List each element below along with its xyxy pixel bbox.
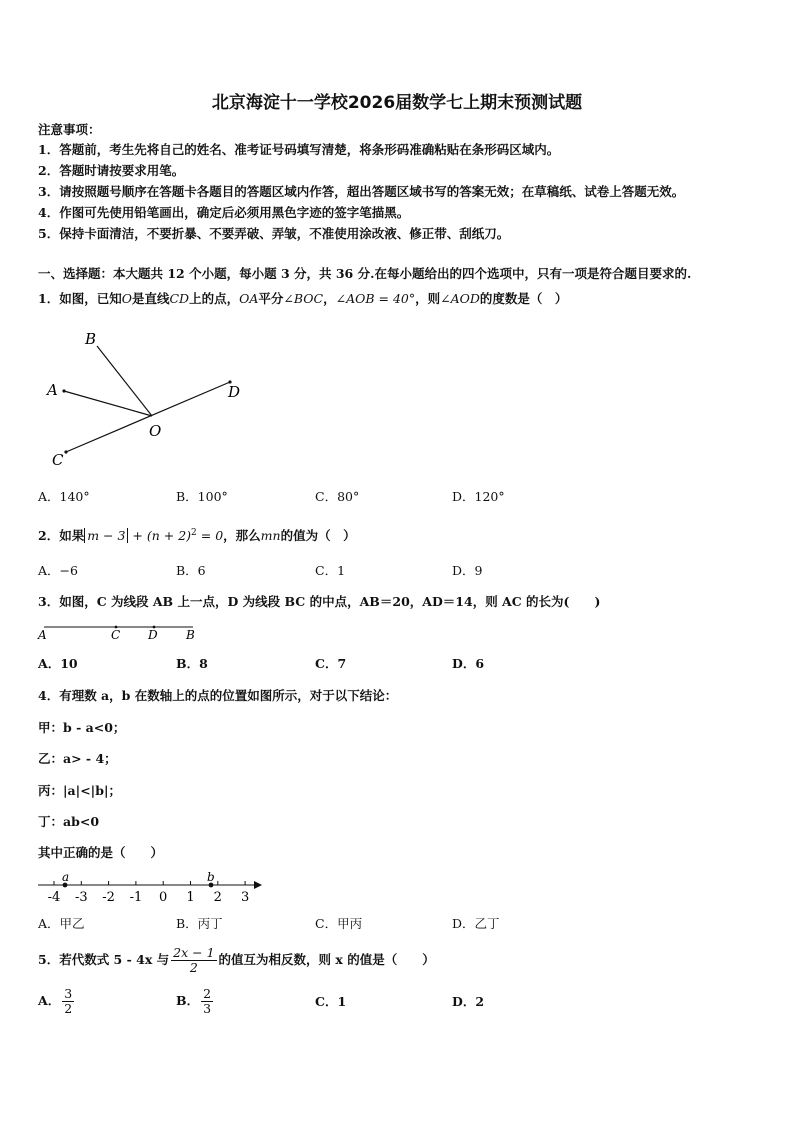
q2-option-a[interactable]: A．−6	[38, 563, 78, 578]
question-4: 4．有理数 a，b 在数轴上的点的位置如图所示，对于以下结论：	[38, 688, 398, 703]
q1-text-1: 1．如图，已知	[38, 291, 122, 306]
q4-tick-label: 1	[186, 890, 195, 905]
q2-option-d[interactable]: D．9	[452, 563, 483, 578]
q2-option-b[interactable]: B．6	[176, 563, 206, 578]
q1-ray-oa: OA	[239, 291, 259, 306]
q1-line-cd: CD	[169, 291, 190, 306]
q1-ray-oa-line	[64, 391, 152, 416]
q4-number-line	[38, 870, 262, 905]
section-heading: 一、选择题：本大题共 12 个小题，每小题 3 分，共 36 分.在每小题给出的四个选项中，只有一项是符合题目要求的.	[38, 266, 692, 281]
q4-tick-label: 3	[240, 890, 250, 905]
q5-text-2: 的值互为相反数，则 x 的值是（ ）	[218, 952, 435, 967]
q5-option-a[interactable]	[38, 986, 76, 1016]
q5-option-d[interactable]: D．2	[452, 994, 485, 1009]
q4-label-a: a	[62, 870, 70, 884]
page-title: 北京海淀十一学校2026届数学七上期末预测试题	[211, 93, 583, 113]
notice-item-3: 3．请按照题号顺序在答题卡各题目的答题区域内作答，超出答题区域书写的答案无效；在草稿纸、试卷上答题无效。	[38, 184, 685, 199]
q1-option-c[interactable]: C．80°	[315, 489, 360, 504]
notice-heading: 注意事项：	[38, 122, 101, 137]
q1-line-cd-drawn	[66, 382, 230, 452]
q5-option-b-den: 3	[203, 1001, 212, 1016]
question-3: 3．如图，C 为线段 AB 上一点，D 为线段 BC 的中点，AB＝20，AD＝14，则 AC 的长为( )	[38, 594, 601, 609]
q1-text-5: ，	[323, 291, 336, 306]
q1-point-o: O	[121, 291, 132, 306]
q1-label-c: C	[52, 451, 64, 469]
notice-item-5: 5．保持卡面清洁，不要折暴、不要弄破、弄皱，不准使用涂改液、修正带、刮纸刀。	[38, 226, 510, 241]
q2-square-expr: + (n + 2)	[128, 528, 192, 544]
q2-text-2: ，那么	[223, 528, 261, 544]
q4-statement-3: 丙：|a|<|b|；	[38, 783, 122, 798]
notice-item-2: 2．答题时请按要求用笔。	[38, 163, 185, 178]
q1-text-3: 上的点，	[189, 291, 240, 306]
q2-equals: = 0	[196, 528, 224, 544]
q5-option-b-num: 2	[203, 986, 212, 1001]
q1-text-4: 平分	[258, 291, 284, 306]
q5-option-a-fraction	[62, 987, 74, 1016]
q1-angle-aod: ∠AOD	[440, 291, 480, 306]
q4-tick-label: -2	[102, 890, 115, 905]
q4-tick-label: -3	[74, 890, 88, 905]
q1-label-b: B	[85, 330, 97, 348]
q4-tick-label: -1	[129, 890, 143, 905]
q1-option-b[interactable]: B．100°	[176, 489, 228, 504]
q5-option-a-num: 3	[64, 986, 73, 1001]
q1-text-2: 是直线	[131, 291, 170, 306]
q5-option-a-den: 2	[64, 1001, 73, 1016]
q4-statement-2: 乙：a> - 4；	[38, 751, 117, 766]
q5-option-b-fraction	[201, 987, 213, 1016]
q1-angle-boc: ∠BOC	[283, 291, 324, 306]
q2-exponent: 2	[191, 528, 197, 538]
q5-option-b-label: B．	[176, 993, 200, 1008]
q3-option-b[interactable]: B．8	[176, 656, 208, 671]
q5-text-1: 5．若代数式 5 - 4x 与	[38, 952, 170, 967]
q1-label-o: O	[149, 422, 162, 440]
q5-option-a-label: A．	[38, 993, 61, 1008]
q2-text-3: 的值为（ ）	[280, 528, 356, 544]
q5-fraction-den: 2	[189, 960, 198, 975]
q1-text-6: ，则	[415, 291, 441, 306]
q1-option-a[interactable]: A．140°	[38, 489, 90, 504]
q3-option-d[interactable]: D．6	[452, 656, 485, 671]
q3-option-a[interactable]: A．10	[38, 656, 78, 671]
q1-text-7: 的度数是（ ）	[479, 291, 568, 306]
q4-tick-label: -4	[47, 890, 61, 905]
q5-fraction-num: 2x − 1	[173, 945, 215, 960]
q2-mn: mn	[260, 528, 281, 544]
q1-angle-aob: ∠AOB = 40°	[335, 291, 416, 306]
q4-option-b[interactable]: B．丙丁	[176, 916, 223, 931]
q4-option-d[interactable]: D．乙丁	[452, 916, 500, 931]
notice-item-1: 1．答题前，考生先将自己的姓名、准考证号码填写清楚，将条形码准确粘贴在条形码区域内。	[38, 142, 560, 157]
q4-option-c[interactable]: C．甲丙	[315, 916, 363, 931]
q4-tick-label: 2	[213, 890, 222, 905]
q1-label-d: D	[228, 383, 241, 401]
question-5	[38, 945, 435, 975]
q4-tick-label: 0	[159, 890, 168, 905]
q4-option-a[interactable]: A．甲乙	[38, 916, 85, 931]
q4-label-b: b	[207, 870, 215, 884]
q3-label-b: B	[186, 628, 195, 642]
q1-label-a: A	[47, 381, 58, 399]
q4-ask: 其中正确的是（ ）	[38, 845, 164, 860]
q1-dot-a	[62, 389, 65, 392]
q2-text-1: 2．如果	[38, 528, 85, 544]
notice-item-4: 4．作图可先使用铅笔画出，确定后必须用黑色字迹的签字笔描黑。	[38, 205, 410, 220]
q4-statement-1: 甲：b - a<0；	[38, 720, 126, 735]
q5-fraction	[171, 946, 216, 975]
question-2	[38, 525, 356, 544]
q3-label-c: C	[111, 628, 121, 642]
q3-option-c[interactable]: C．7	[315, 656, 347, 671]
q1-dot-c	[64, 450, 67, 453]
q5-option-b[interactable]	[176, 986, 215, 1016]
q4-statement-4: 丁：ab<0	[38, 814, 100, 829]
q2-option-c[interactable]: C．1	[315, 563, 346, 578]
q2-abs-expr: m − 3	[84, 528, 128, 543]
q5-option-c[interactable]: C．1	[315, 994, 347, 1009]
q3-label-a: A	[38, 628, 47, 642]
q4-axis-arrow	[254, 881, 262, 889]
q3-label-d: D	[148, 628, 158, 642]
q1-ray-ob	[97, 346, 152, 416]
q1-option-d[interactable]: D．120°	[452, 489, 505, 504]
